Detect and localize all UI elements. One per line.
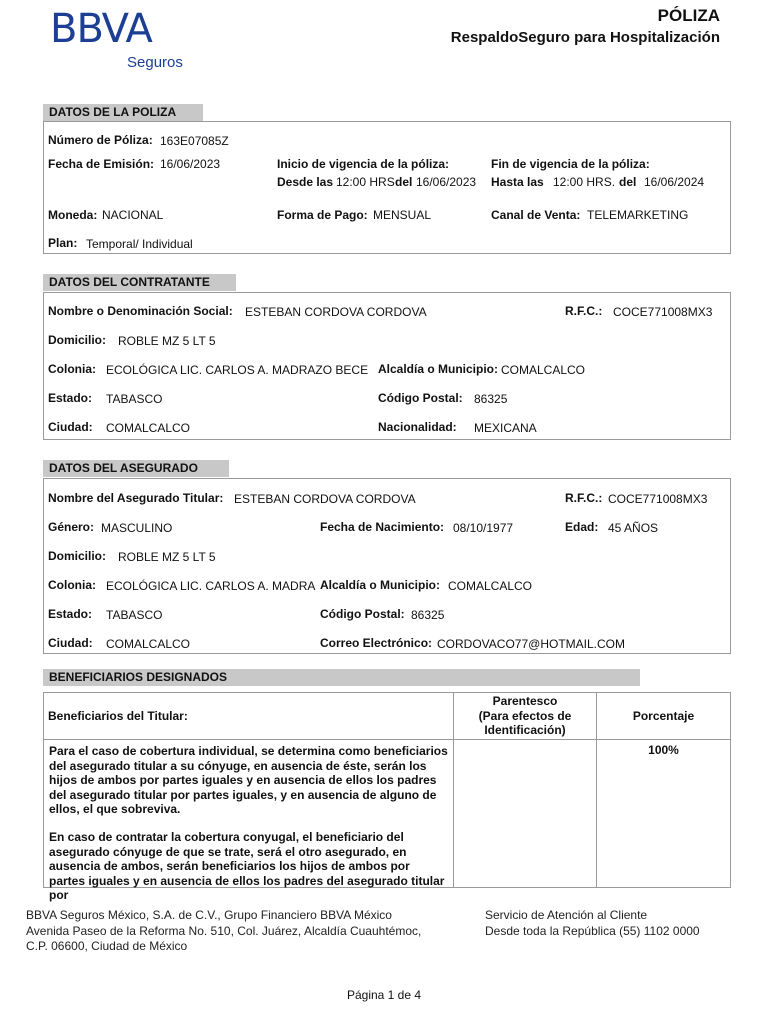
desde-time: 12:00 HRS xyxy=(336,175,395,189)
inicio-vigencia-label: Inicio de vigencia de la póliza: xyxy=(277,157,450,171)
asegurado-colonia-value: ECOLÓGICA LIC. CARLOS A. MADRA xyxy=(106,579,316,593)
contratante-estado-value: TABASCO xyxy=(106,392,163,406)
bbva-logo-sub: Seguros xyxy=(127,54,183,71)
beneficiarios-header-row xyxy=(44,693,731,740)
asegurado-genero-label: Género: xyxy=(48,520,95,534)
section-poliza-heading: DATOS DE LA POLIZA xyxy=(43,104,203,121)
hasta-del: del xyxy=(619,175,637,189)
contratante-nombre-label: Nombre o Denominación Social: xyxy=(48,304,233,318)
numero-poliza-label: Número de Póliza: xyxy=(48,133,153,147)
forma-pago-label: Forma de Pago: xyxy=(277,208,368,222)
desde-del: del xyxy=(395,175,413,189)
document-subtitle: RespaldoSeguro para Hospitalización xyxy=(450,29,720,46)
section-beneficiarios-heading: BENEFICIARIOS DESIGNADOS xyxy=(43,669,640,686)
beneficiarios-paragraph-2: En caso de contratar la cobertura conyugal, el beneficiario del asegurado cónyuge de que se trate, será el otro asegurado, en ausencia de ambos, serán beneficiarios los hijos de ambos por partes iguales y en ausencia de ellos los padres del asegurado titular por xyxy=(49,829,445,903)
footer-service-line-2: Desde toda la República (55) 1102 0000 xyxy=(485,923,700,938)
asegurado-alcaldia-value: COMALCALCO xyxy=(448,579,533,593)
contratante-domicilio-value: ROBLE MZ 5 LT 5 xyxy=(118,334,216,348)
contratante-alcaldia-value: COMALCALCO xyxy=(501,363,586,377)
contratante-alcaldia-label: Alcaldía o Municipio: xyxy=(378,362,499,376)
contratante-rfc-label: R.F.C.: xyxy=(565,304,603,318)
asegurado-ciudad-value: COMALCALCO xyxy=(106,637,191,651)
plan-label: Plan: xyxy=(48,236,78,250)
contratante-cp-label: Código Postal: xyxy=(378,391,463,405)
asegurado-rfc-label: R.F.C.: xyxy=(565,491,603,505)
desde-date: 16/06/2023 xyxy=(416,175,477,189)
asegurado-domicilio-label: Domicilio: xyxy=(48,549,107,563)
beneficiarios-description-cell xyxy=(44,740,454,903)
fin-vigencia-label: Fin de vigencia de la póliza: xyxy=(491,157,650,171)
beneficiarios-table xyxy=(43,692,731,903)
contratante-colonia-value: ECOLÓGICA LIC. CARLOS A. MADRAZO BECE xyxy=(106,363,369,377)
beneficiarios-porcentaje-value: 100% xyxy=(597,740,731,888)
footer-company-line-3: C.P. 06600, Ciudad de México xyxy=(26,939,188,953)
col-parentesco-line-1: Parentesco xyxy=(492,694,558,709)
asegurado-cp-value: 86325 xyxy=(411,608,445,622)
desde-label: Desde las xyxy=(277,175,334,189)
beneficiarios-paragraph-1: Para el caso de cobertura individual, se determina como beneficiarios del asegurado titular a su cónyuge, en ausencia de éste, serán los hijos de ambos por partes iguales y en ausencia de ellos los padres del asegurado titular por partes iguales, y en ausencia de alguno de ellos, el que sobreviva. xyxy=(49,744,448,817)
numero-poliza-value: 163E07085Z xyxy=(160,134,229,148)
asegurado-nombre-label: Nombre del Asegurado Titular: xyxy=(48,491,224,505)
document-title: PÓLIZA xyxy=(657,6,720,25)
plan-value: Temporal/ Individual xyxy=(86,237,193,251)
contratante-estado-label: Estado: xyxy=(48,391,93,405)
col-parentesco-line-3: Identificación) xyxy=(484,723,566,738)
asegurado-alcaldia-label: Alcaldía o Municipio: xyxy=(320,578,441,592)
bbva-logo: BBVA xyxy=(50,6,152,52)
section-asegurado-heading: DATOS DEL ASEGURADO xyxy=(43,460,229,477)
asegurado-cp-label: Código Postal: xyxy=(320,607,405,621)
contratante-ciudad-label: Ciudad: xyxy=(48,420,93,434)
beneficiarios-row xyxy=(44,740,731,888)
asegurado-estado-value: TABASCO xyxy=(106,608,163,622)
footer-company xyxy=(26,908,466,955)
contratante-rfc-value: COCE771008MX3 xyxy=(613,305,713,319)
contratante-nombre-value: ESTEBAN CORDOVA CORDOVA xyxy=(245,305,427,319)
contratante-nacionalidad-label: Nacionalidad: xyxy=(378,420,457,434)
page-number: Página 1 de 4 xyxy=(346,988,422,1002)
hasta-date: 16/06/2024 xyxy=(644,175,705,189)
asegurado-genero-value: MASCULINO xyxy=(101,521,173,535)
beneficiarios-description xyxy=(45,741,452,903)
asegurado-correo-value: CORDOVACO77@HOTMAIL.COM xyxy=(437,637,625,651)
asegurado-ciudad-label: Ciudad: xyxy=(48,636,93,650)
contratante-nacionalidad-value: MEXICANA xyxy=(474,421,537,435)
asegurado-edad-value: 45 AÑOS xyxy=(608,521,659,535)
asegurado-domicilio-value: ROBLE MZ 5 LT 5 xyxy=(118,550,216,564)
section-contratante-heading: DATOS DEL CONTRATANTE xyxy=(43,274,236,291)
canal-venta-value: TELEMARKETING xyxy=(587,208,689,222)
asegurado-nombre-value: ESTEBAN CORDOVA CORDOVA xyxy=(234,492,416,506)
asegurado-rfc-value: COCE771008MX3 xyxy=(608,492,708,506)
asegurado-edad-label: Edad: xyxy=(565,520,599,534)
asegurado-correo-label: Correo Electrónico: xyxy=(320,636,433,650)
forma-pago-value: MENSUAL xyxy=(373,208,432,222)
contratante-domicilio-label: Domicilio: xyxy=(48,333,107,347)
fecha-emision-value: 16/06/2023 xyxy=(160,157,221,171)
contratante-ciudad-value: COMALCALCO xyxy=(106,421,191,435)
moneda-label: Moneda: xyxy=(48,208,98,222)
col-parentesco-line-2: (Para efectos de xyxy=(478,708,572,723)
asegurado-nacimiento-label: Fecha de Nacimiento: xyxy=(320,520,445,534)
asegurado-colonia-label: Colonia: xyxy=(48,578,96,592)
hasta-time: 12:00 HRS. xyxy=(553,175,616,189)
hasta-label: Hasta las xyxy=(491,175,544,189)
footer-company-line-2: Avenida Paseo de la Reforma No. 510, Col. Juárez, Alcaldía Cuauhtémoc, xyxy=(26,923,422,938)
fecha-emision-label: Fecha de Emisión: xyxy=(48,157,155,171)
moneda-value: NACIONAL xyxy=(102,208,164,222)
contratante-cp-value: 86325 xyxy=(474,392,508,406)
footer-service xyxy=(485,908,745,939)
col-porcentaje: Porcentaje xyxy=(597,693,731,740)
contratante-colonia-label: Colonia: xyxy=(48,362,96,376)
asegurado-nacimiento-value: 08/10/1977 xyxy=(453,521,514,535)
footer-service-line-1: Servicio de Atención al Cliente xyxy=(485,908,648,922)
footer-company-line-1: BBVA Seguros México, S.A. de C.V., Grupo Financiero BBVA México xyxy=(26,908,392,922)
col-parentesco xyxy=(454,693,597,740)
col-beneficiarios-titular: Beneficiarios del Titular: xyxy=(44,693,454,740)
beneficiarios-parentesco-cell xyxy=(454,740,597,888)
asegurado-estado-label: Estado: xyxy=(48,607,93,621)
canal-venta-label: Canal de Venta: xyxy=(491,208,581,222)
